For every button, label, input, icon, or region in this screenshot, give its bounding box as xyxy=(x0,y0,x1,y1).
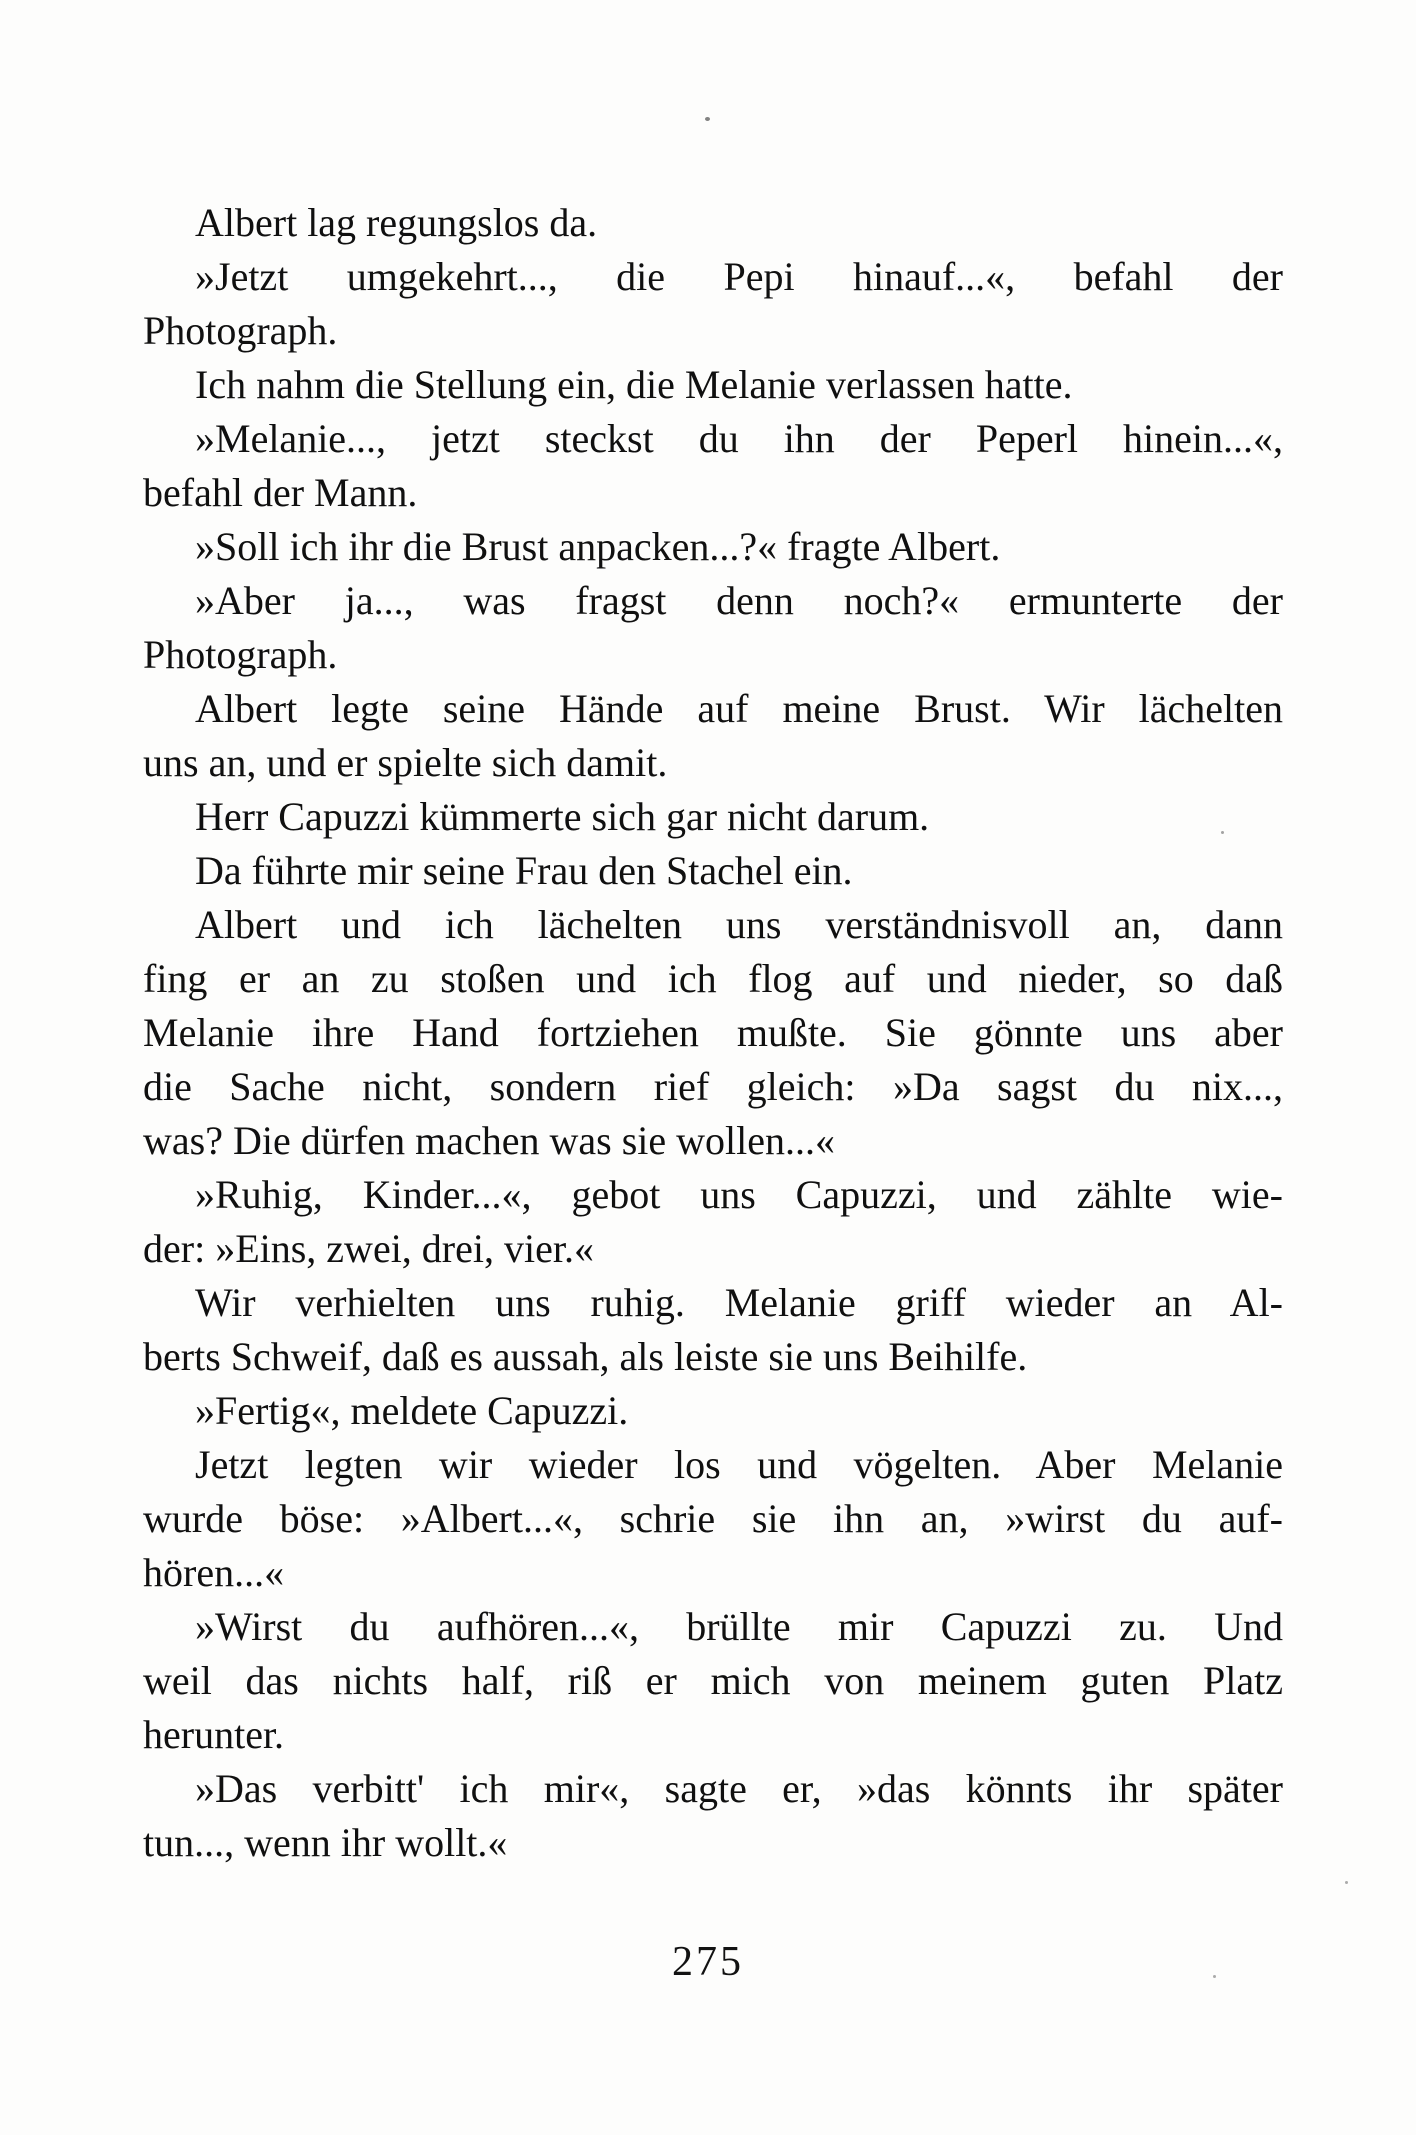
scan-speck xyxy=(705,117,710,121)
text-line: Photograph. xyxy=(143,308,338,353)
text-line: befahl der Mann. xyxy=(143,470,418,515)
page-number: 275 xyxy=(672,1939,744,1985)
text-line: herunter. xyxy=(143,1712,285,1757)
scan-speck xyxy=(1213,1975,1216,1978)
text-line: weil das nichts half, riß er mich von meinem guten Platz xyxy=(143,1658,1283,1703)
text-line: Wir verhielten uns ruhig. Melanie griff wieder an Al- xyxy=(195,1280,1283,1325)
text-line: Herr Capuzzi kümmerte sich gar nicht darum. xyxy=(195,794,930,839)
text-line: »Jetzt umgekehrt..., die Pepi hinauf...«, befahl der xyxy=(195,254,1283,299)
text-line: Albert legte seine Hände auf meine Brust. Wir lächelten xyxy=(195,686,1283,731)
page-text xyxy=(143,196,1283,1870)
text-line: hören...« xyxy=(143,1550,285,1595)
text-line: Ich nahm die Stellung ein, die Melanie verlassen hatte. xyxy=(195,362,1073,407)
text-line: »Soll ich ihr die Brust anpacken...?« fragte Albert. xyxy=(195,524,1001,569)
text-line: »Fertig«, meldete Capuzzi. xyxy=(195,1388,629,1433)
text-line: »Aber ja..., was fragst denn noch?« ermunterte der xyxy=(195,578,1283,623)
scan-speck xyxy=(1345,1881,1348,1884)
text-line: berts Schweif, daß es aussah, als leiste sie uns Beihilfe. xyxy=(143,1334,1028,1379)
text-line: was? Die dürfen machen was sie wollen...« xyxy=(143,1118,835,1163)
text-line: Jetzt legten wir wieder los und vögelten. Aber Melanie xyxy=(195,1442,1283,1487)
text-line: fing er an zu stoßen und ich flog auf und nieder, so daß xyxy=(143,956,1283,1001)
text-line: Albert lag regungslos da. xyxy=(195,200,598,245)
text-line: Albert und ich lächelten uns verständnisvoll an, dann xyxy=(195,902,1283,947)
scan-speck xyxy=(1221,831,1224,834)
text-line: wurde böse: »Albert...«, schrie sie ihn an, »wirst du auf- xyxy=(143,1496,1283,1541)
text-line: tun..., wenn ihr wollt.« xyxy=(143,1820,508,1865)
text-line: »Das verbitt' ich mir«, sagte er, »das könnts ihr später xyxy=(195,1766,1283,1811)
text-line: Da führte mir seine Frau den Stachel ein. xyxy=(195,848,853,893)
text-line: »Ruhig, Kinder...«, gebot uns Capuzzi, und zählte wie- xyxy=(195,1172,1283,1217)
text-line: der: »Eins, zwei, drei, vier.« xyxy=(143,1226,594,1271)
text-line: Photograph. xyxy=(143,632,338,677)
text-line: uns an, und er spielte sich damit. xyxy=(143,740,668,785)
text-line: Melanie ihre Hand fortziehen mußte. Sie gönnte uns aber xyxy=(143,1010,1283,1055)
text-line: »Melanie..., jetzt steckst du ihn der Peperl hinein...«, xyxy=(195,416,1283,461)
text-line: die Sache nicht, sondern rief gleich: »Da sagst du nix..., xyxy=(143,1064,1283,1109)
text-line: »Wirst du aufhören...«, brüllte mir Capuzzi zu. Und xyxy=(195,1604,1283,1649)
